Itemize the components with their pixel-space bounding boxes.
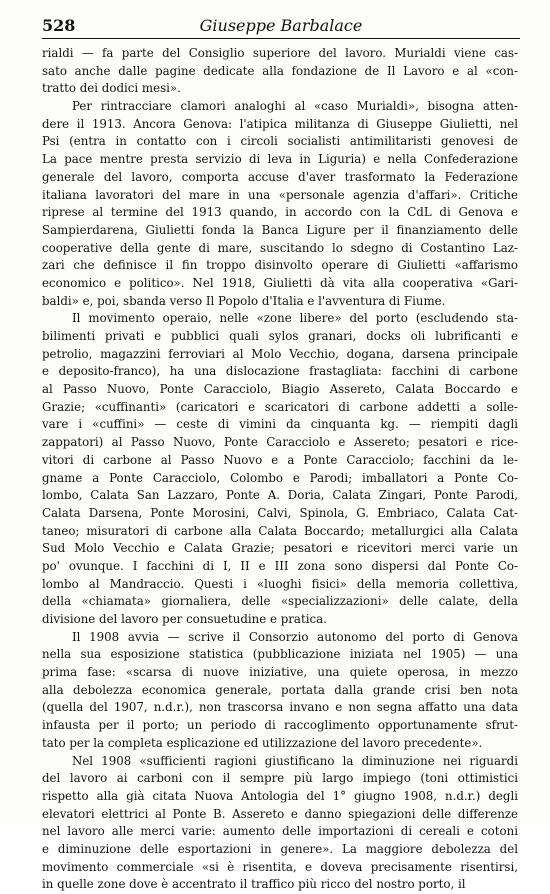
text-line: della «chiamata» giornaliera, delle «specializzazioni» delle calate, della xyxy=(42,594,518,609)
text-line: sato anche dalle pagine dedicate alla fondazione de Il Lavoro e al «con- xyxy=(42,63,518,78)
text-line: Per rintracciare clamori analoghi al «caso Murialdi», bisogna atten- xyxy=(72,99,518,114)
text-line: Sampierdarena, Giulietti fonda la Banca Ligure per il finanziamento delle xyxy=(42,222,518,237)
text-line: lombo, Calata San Lazzaro, Ponte A. Doria, Calata Zingari, Ponte Parodi, xyxy=(42,488,518,503)
text-line: Il 1908 avvia — scrive il Consorzio autonomo del porto di Genova xyxy=(72,629,518,644)
text-line: generale del lavoro, comporta accuse d'aver trasformato la Federazione xyxy=(42,169,518,184)
text-line: e diminuzione delle esportazioni in genere». La maggiore debolezza del xyxy=(42,841,518,856)
text-line: vitori di carbone al Passo Nuovo e a Ponte Caracciolo; facchini da le- xyxy=(42,452,518,467)
text-line: bilimenti privati e pubblici quali sylos granari, docks oli lubrificanti e xyxy=(42,329,518,343)
text-line: rispetto alla già citata Nuova Antologia del 1° giugno 1908, n.d.r.) degli xyxy=(42,788,518,803)
text-line: petrolio, magazzini ferroviari al Molo Vecchio, dogana, darsena principale xyxy=(42,346,518,361)
text-line: elevatori elettrici al Ponte B. Assereto e danno spiegazioni delle differenze xyxy=(42,806,518,821)
text-line: La pace mentre presta servizio di leva in Liguria) e nella Confederazione xyxy=(42,152,518,167)
text-line: Grazie; «cuffinanti» (caricatori e scaricatori di carbone addetti a solle- xyxy=(42,399,518,414)
text-line: lombo al Mandraccio. Questi i «luoghi fisici» della memoria collettiva, xyxy=(42,576,518,591)
text-line: italiana lavoratori del mare in una «personale agenzia d'affari». Critiche xyxy=(42,187,518,202)
text-line: del lavoro ai carboni con il sempre più largo impiego (toni ottimistici xyxy=(42,771,518,786)
text-line: zari che definisce il fin troppo disinvolto operare di Giulietti «affarismo xyxy=(42,258,518,273)
text-line: baldi» e, poi, sbanda verso Il Popolo d'Italia e l'avventura di Fiume. xyxy=(42,293,446,308)
page-number: 528 xyxy=(42,16,76,35)
text-line: vare i «cuffini» — ceste di vimini da cinquanta kg. — riempiti dagli xyxy=(42,417,518,432)
text-line: cooperative della gente di mare, suscitando lo sdegno di Costantino Laz- xyxy=(42,240,518,255)
text-line: (quella del 1907, n.d.r.), non trascorsa invano e non segna affatto una data xyxy=(42,700,518,715)
page-header xyxy=(42,14,520,39)
text-line: tato per la completa esplicazione ed utilizzazione del lavoro precedente». xyxy=(42,735,483,750)
text-line: e deposito-franco), ha una dislocazione frastagliata: facchini di carbone xyxy=(42,364,518,379)
text-line: divisione del lavoro per consuetudine e pratica. xyxy=(42,612,327,626)
text-line: nella sua esposizione statistica (pubblicazione iniziata nel 1905) — una xyxy=(42,647,518,662)
body-text xyxy=(42,45,518,894)
text-line: economico e politico». Nel 1918, Giulietti dà vita alla cooperativa «Gari- xyxy=(42,275,518,290)
text-line: alla debolezza economica generale, portata dalla grande crisi ben nota xyxy=(42,682,518,697)
text-line: rialdi — fa parte del Consiglio superiore del lavoro. Murialdi viene cas- xyxy=(42,46,518,60)
text-line: prima fase: «scarsa di nuove iniziative, una quiete operosa, in mezzo xyxy=(42,665,518,680)
text-line: po' ovunque. I facchini di I, II e III zona sono dispersi dal Ponte Co- xyxy=(42,558,518,573)
text-line: in quelle zone dove è accentrato il traffico più ricco del nostro porto, il xyxy=(42,877,466,892)
text-line: Nel 1908 «sufficienti ragioni giustificano la diminuzione nei riguardi xyxy=(72,753,518,768)
text-line: Sud Molo Vecchio e Calata Grazie; pesatori e ricevitori merci varie un xyxy=(42,541,518,556)
text-line: riprese al termine del 1913 quando, in accordo con la CdL di Genova e xyxy=(42,205,518,220)
text-line: taneo; misuratori di carbone alla Calata Boccardo; metallurgici alla Calata xyxy=(42,523,518,538)
text-line: movimento commerciale «si è risentita, e doveva precisamente risentirsi, xyxy=(42,859,518,874)
text-line: gname a Ponte Caracciolo, Colombo e Parodi; imballatori a Ponte Co- xyxy=(42,470,518,485)
running-title: Giuseppe Barbalace xyxy=(199,16,363,35)
text-line: dere il 1913. Ancora Genova: l'atipica militanza di Giuseppe Giulietti, nel xyxy=(42,116,518,131)
text-line: Il movimento operaio, nelle «zone libere» del porto (escludendo sta- xyxy=(72,311,518,326)
text-line: Calata Darsena, Ponte Morosini, Calvi, Spinola, G. Embriaco, Calata Cat- xyxy=(42,505,518,520)
text-line: infausta per il porto; un periodo di raccoglimento opportunamente sfrut- xyxy=(42,718,518,733)
text-line: al Passo Nuovo, Ponte Caracciolo, Biagio Assereto, Calata Boccardo e xyxy=(42,382,518,397)
text-line: tratto dei dodici mesi». xyxy=(42,81,181,96)
text-line: Psi (entra in contatto con i circoli socialisti antimilitaristi genovesi de xyxy=(42,134,518,149)
text-line: zappatori) al Passo Nuovo, Ponte Caracciolo e Assereto; pesatori e rice- xyxy=(42,435,518,450)
text-line: nel lavoro alle merci varie: aumento delle importazioni di cereali e cotoni xyxy=(42,824,518,839)
